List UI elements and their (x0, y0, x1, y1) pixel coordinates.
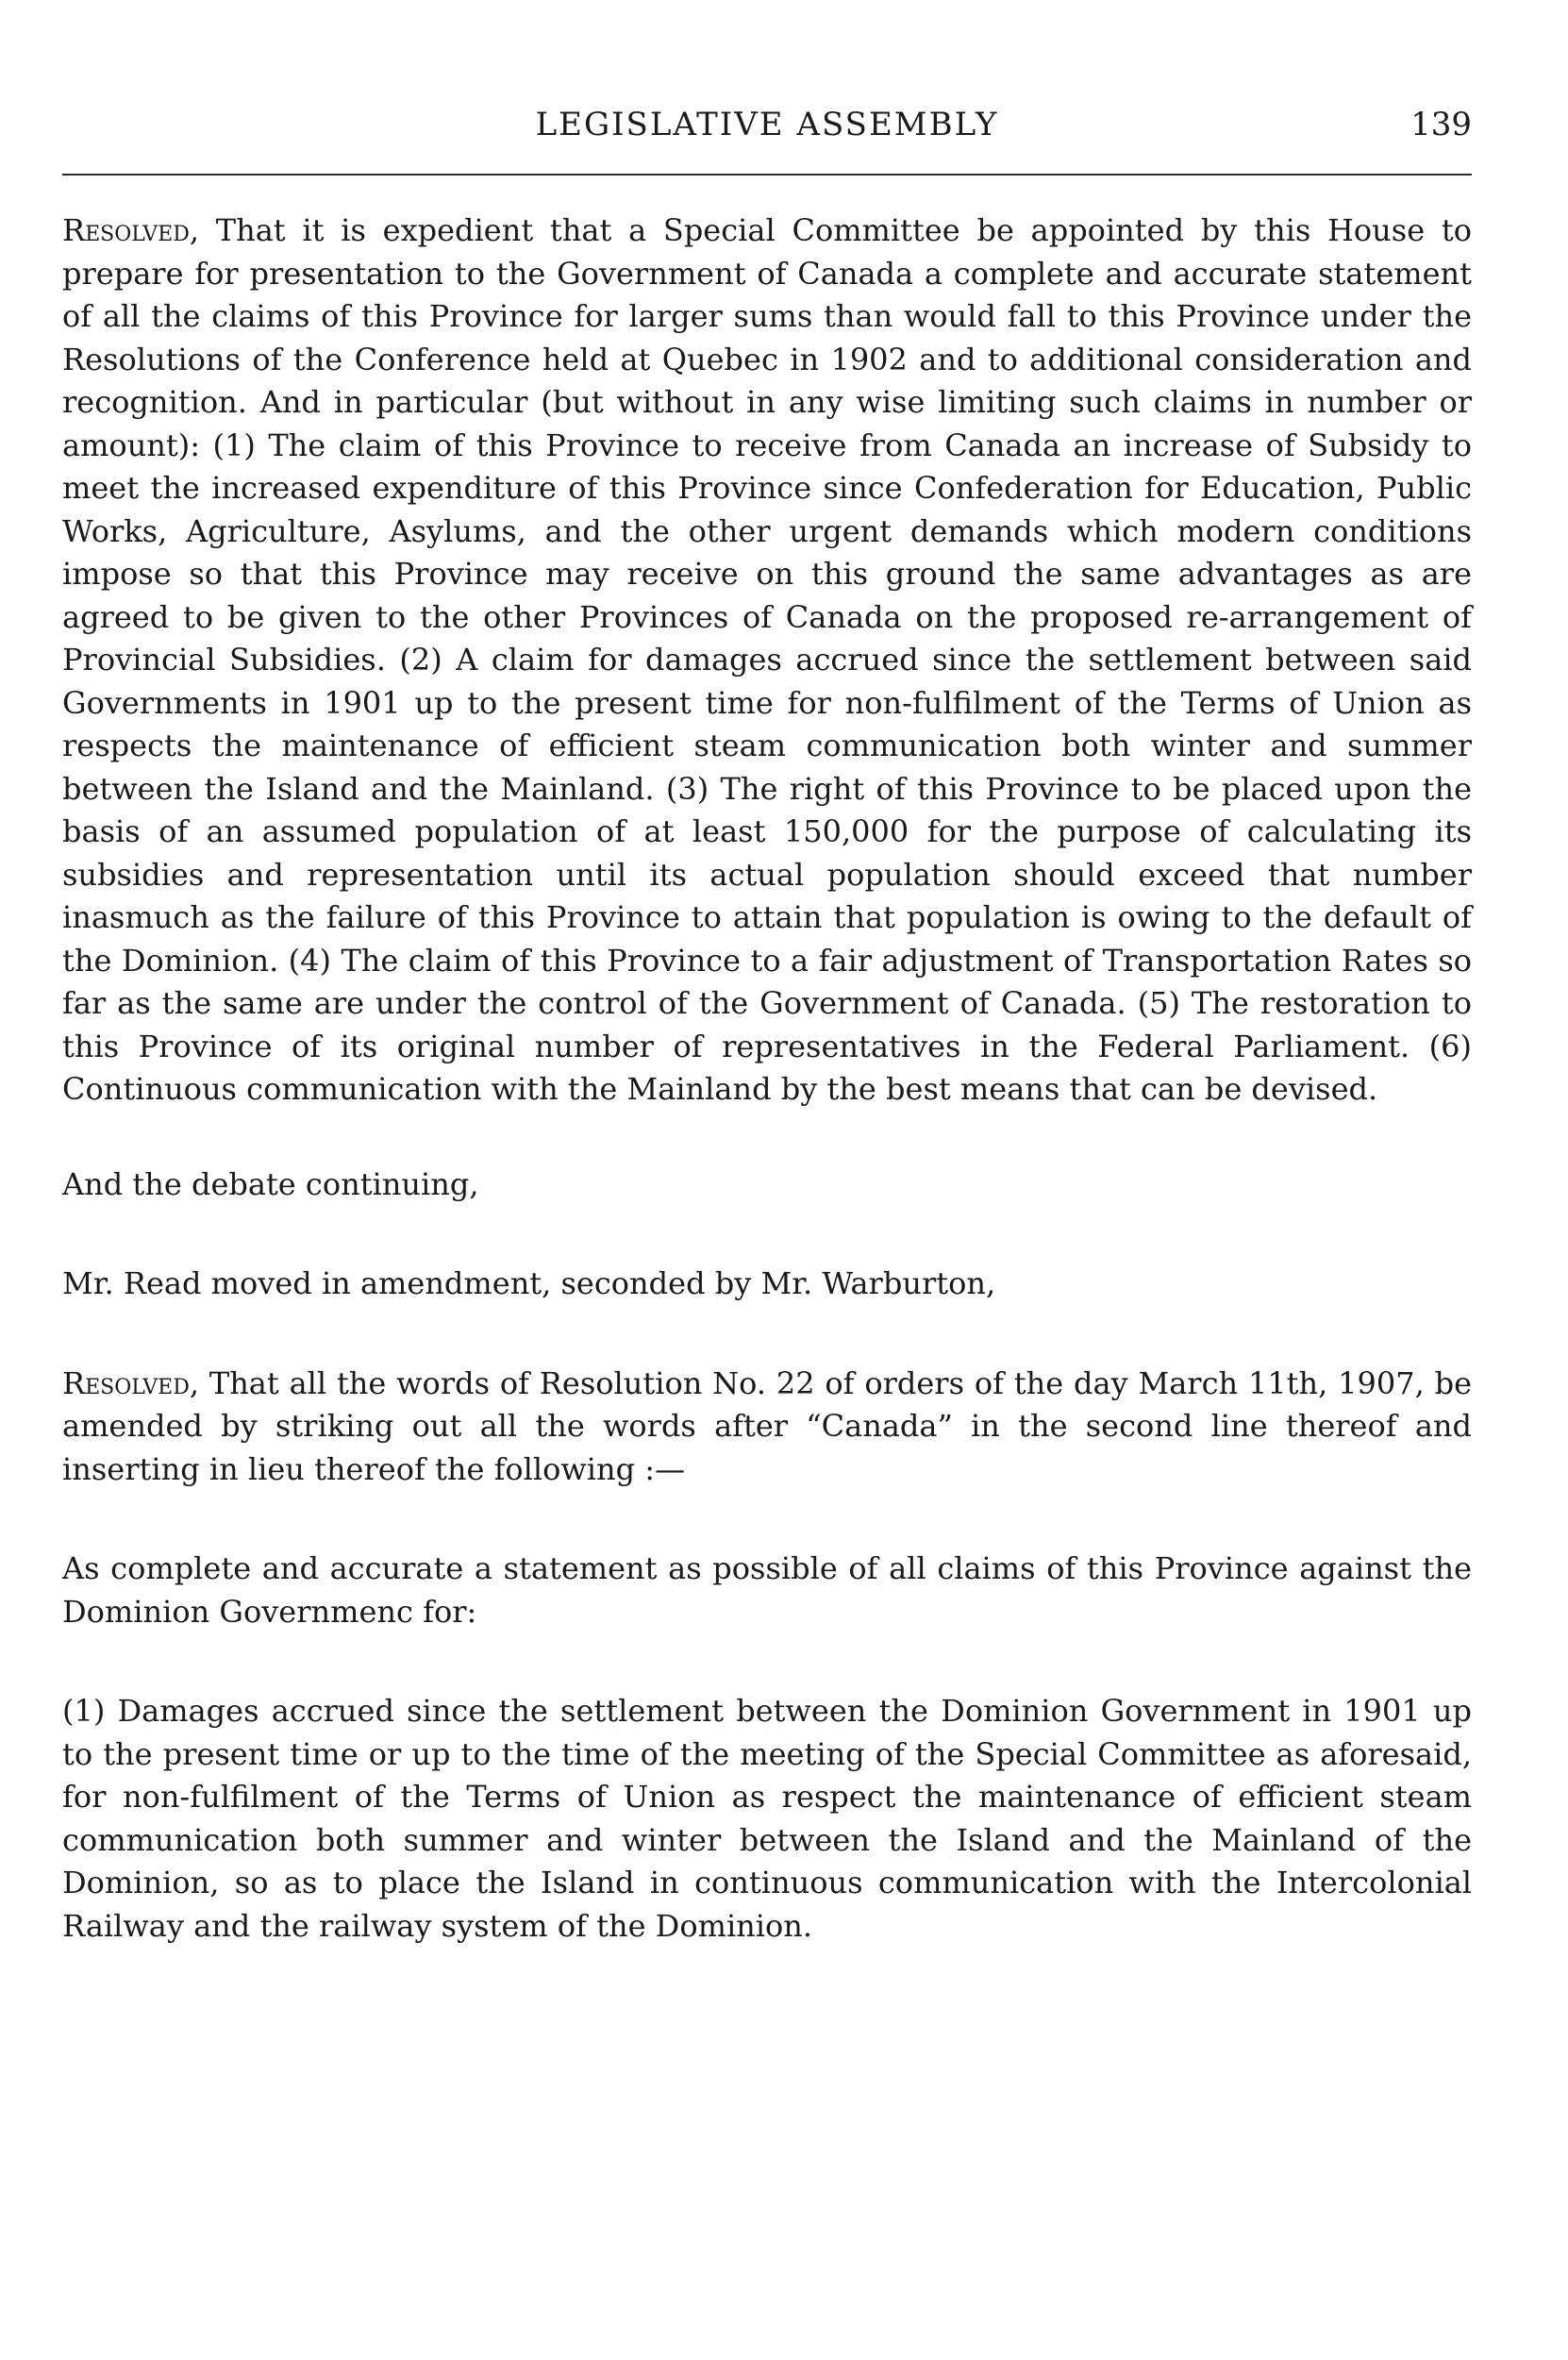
body-text (62, 209, 1472, 1948)
running-head (62, 106, 1472, 162)
running-title: LEGISLATIVE ASSEMBLY (535, 106, 999, 143)
resolution-paragraph-2 (62, 1363, 1472, 1492)
resolved-lead: Resolved (62, 212, 190, 248)
debate-paragraph: And the debate continuing, (62, 1165, 479, 1202)
claim-item-1: (1) Damages accrued since the settlement between the Dominion Government in 1901 up to the present time or up to the time of the meeting of the Special Committee as aforesaid, for non-fulfilment of the Terms of Union as respect the maintenance of efficient steam communication both summer and winter between the Island and the Mainland of the Dominion, so as to place the Island in continuous communication with the Intercolonial Railway and the railway system of the Dominion. (62, 1693, 1472, 1944)
resolution-text: , That all the words of Resolution No. 22 of orders of the day March 11th, 1907, be amended by striking out all the words after “Canada” in the second line thereof and inserting in lieu thereof the following :— (62, 1364, 1472, 1487)
statement-paragraph: As complete and accurate a statement as possible of all claims of this Province against the Dominion Governmenc for: (62, 1550, 1472, 1630)
header-rule (62, 174, 1472, 176)
resolution-paragraph-1 (62, 209, 1472, 1112)
page-number: 139 (1410, 106, 1472, 143)
resolved-lead: Resolved (62, 1364, 190, 1401)
resolution-text: , That it is expedient that a Special Committee be appointed by this House to prepare for presentation to the Government of Canada a complete and accurate statement of all the claims of this Province for larger sums than would fall to this Province under the Resolutions of the Conference held at Quebec in 1902 and to additional consideration and recognition. And in particular (but without in any wise limiting such claims in number or amount): (1) The claim of this Province to receive from Canada an increase of Subsidy to meet the increased expenditure of this Province since Confederation for Education, Public Works, Agriculture, Asylums, and the other urgent demands which modern conditions impose so that this Province may receive on this ground the same advantages as are agreed to be given to the other Provinces of Canada on the proposed re-arrangement of Provincial Subsidies. (2) A claim for damages accrued since the settlement between said Governments in 1901 up to the present time for non-fulfilment of the Terms of Union as respects the maintenance of efficient steam communication both winter and summer between the Island and the Mainland. (3) The right of this Province to be placed upon the basis of an assumed population of at least 150,000 for the purpose of calculating its subsidies and representation until its actual population should exceed that number inasmuch as the failure of this Province to attain that population is owing to the default of the Dominion. (4) The claim of this Province to a fair adjustment of Transportation Rates so far as the same are under the control of the Government of Canada. (5) The restoration to this Province of its original number of representatives in the Federal Parliament. (6) Continuous communication with the Mainland by the best means that can be devised. (62, 212, 1472, 1107)
amendment-motion-paragraph: Mr. Read moved in amendment, seconded by Mr. Warburton, (62, 1265, 996, 1301)
